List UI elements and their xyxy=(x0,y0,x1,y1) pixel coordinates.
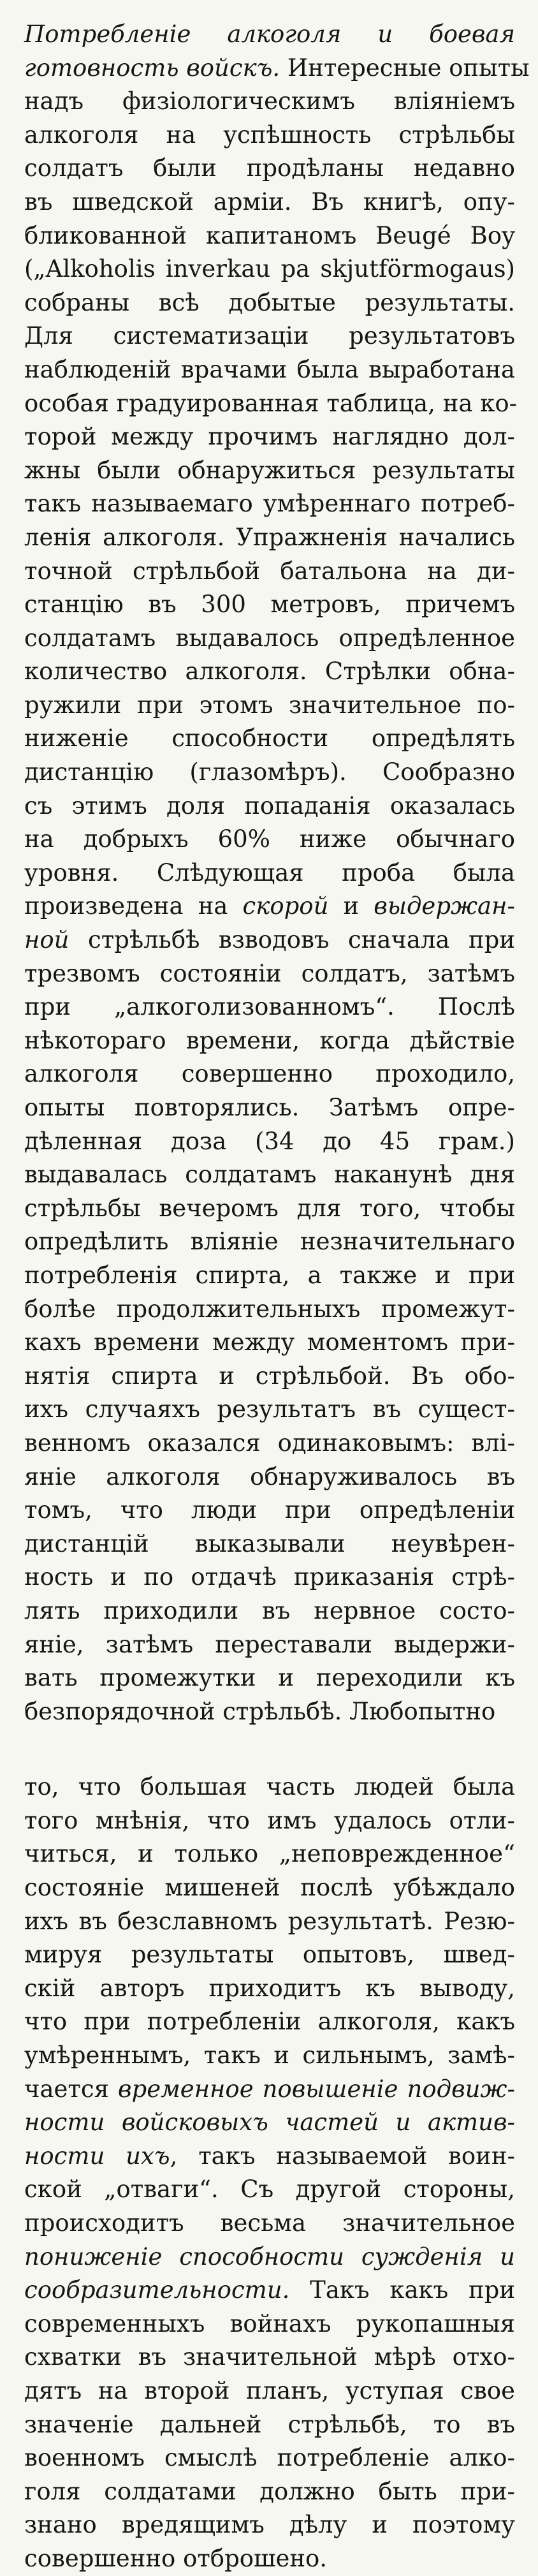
text-run: ленiя алкоголя. Упражненiя начались xyxy=(24,523,515,551)
text-line xyxy=(24,857,515,890)
italic-text: ности ихъ xyxy=(24,2142,170,2170)
text-run: солдатъ были продѣланы недавно xyxy=(24,154,515,182)
italic-text: ной xyxy=(24,926,69,954)
text-line xyxy=(24,1561,515,1594)
text-run: янiе алкоголя обнаруживалось въ xyxy=(24,1462,515,1490)
text-line xyxy=(24,52,530,85)
italic-text: Потребленiе алкоголя и боевая xyxy=(24,20,515,48)
text-line xyxy=(24,2441,515,2475)
text-line xyxy=(24,722,515,756)
text-line xyxy=(24,1057,515,1091)
text-run: венномъ оказался одинаковымъ: влi- xyxy=(24,1429,515,1457)
text-line xyxy=(24,353,515,387)
text-line xyxy=(24,1837,515,1871)
text-line xyxy=(24,1527,515,1561)
text-run: потребленiя спирта, а также и при xyxy=(24,1261,515,1289)
text-line xyxy=(24,521,515,555)
text-run: („Alkoholis inverkau pa skjutförmogaus) xyxy=(24,255,515,283)
text-run: томъ, что люди при опредѣленiи xyxy=(24,1496,515,1524)
text-line xyxy=(24,2039,515,2073)
text-line xyxy=(24,823,515,857)
text-line xyxy=(24,1695,515,1729)
text-line xyxy=(24,1905,515,1939)
text-line xyxy=(24,924,515,957)
text-run: совершенно отброшено. xyxy=(24,2544,328,2572)
text-run: нятiя спирта и стрѣльбой. Въ обо- xyxy=(24,1362,515,1390)
text-run: нѣкотораго времени, когда дѣйствiе xyxy=(24,1026,515,1054)
text-run: бликованной капитаномъ Beugé Boy xyxy=(24,221,515,249)
text-line xyxy=(24,2341,515,2374)
text-run: выдавалась солдатамъ наканунѣ дня xyxy=(24,1161,515,1189)
text-line xyxy=(24,1259,515,1293)
text-line xyxy=(24,454,515,488)
text-run: голя солдатами должно быть при- xyxy=(24,2477,515,2505)
text-line xyxy=(24,957,515,991)
text-line xyxy=(24,286,515,320)
text-run: современныхъ войнахъ рукопашныя xyxy=(24,2309,515,2337)
text-line xyxy=(24,18,515,52)
text-line xyxy=(24,2307,515,2341)
text-run: и xyxy=(328,892,374,920)
text-line xyxy=(24,1938,515,1972)
text-run: умѣреннымъ, такъ и сильнымъ, замѣ- xyxy=(24,2042,515,2070)
text-line xyxy=(24,622,515,656)
text-run: такъ называемаго умѣреннаго потреб- xyxy=(24,490,515,518)
text-run: болѣе продолжительныхъ промежут- xyxy=(24,1295,515,1323)
text-run: торой между прочимъ наглядно дол- xyxy=(24,423,515,451)
text-run: станцiю въ 300 метровъ, причемъ xyxy=(24,591,515,619)
text-line xyxy=(24,1628,515,1662)
text-run: точной стрѣльбой батальона на ди- xyxy=(24,557,515,585)
text-run: лять приходили въ нервное состо- xyxy=(24,1596,515,1624)
text-run: алкоголя совершенно проходило, xyxy=(24,1060,515,1088)
article xyxy=(24,18,530,2576)
article-paragraph-part-1 xyxy=(24,18,530,1728)
text-run: знано вредящимъ дѣлу и поэтому xyxy=(24,2511,515,2539)
text-line xyxy=(24,2140,515,2174)
text-run: особая градуированная таблица, на ко- xyxy=(24,389,518,417)
text-run: , такъ называемой воин- xyxy=(170,2142,515,2170)
text-line xyxy=(24,1125,515,1159)
text-line xyxy=(24,2207,515,2241)
text-run: мируя результаты опытовъ, швед- xyxy=(24,1941,515,1969)
italic-text: пониженiе способности сужденiя и xyxy=(24,2242,515,2271)
text-line xyxy=(24,320,515,353)
text-run: опыты повторялись. Затѣмъ опре- xyxy=(24,1094,515,1121)
text-run: значенiе дальней стрѣльбѣ, то въ xyxy=(24,2410,515,2438)
text-line xyxy=(24,2241,515,2274)
text-run: вать промежутки и переходили къ xyxy=(24,1664,515,1692)
text-run: Для систематизацiи результатовъ xyxy=(24,322,515,350)
text-run: происходитъ весьма значительное xyxy=(24,2209,515,2237)
text-line xyxy=(24,2073,515,2107)
text-run: скiй авторъ приходитъ къ выводу, xyxy=(24,1974,515,2002)
text-run: военномъ смыслѣ потребленiе алко- xyxy=(24,2444,515,2472)
article-paragraph-part-2 xyxy=(24,1770,515,2575)
text-run: состоянiе мишеней послѣ убѣждало xyxy=(24,1874,515,1902)
text-run: читься, и только „неповрежденное“ xyxy=(24,1840,515,1868)
text-line xyxy=(24,420,515,454)
italic-text: сообразительности. xyxy=(24,2276,290,2304)
italic-text: скорой xyxy=(242,892,329,920)
text-line xyxy=(24,387,518,421)
text-run: ность и по отдачѣ приказанiя стрѣ- xyxy=(24,1563,515,1591)
text-line xyxy=(24,756,515,790)
text-line xyxy=(24,1972,515,2006)
text-run: безпорядочной стрѣльбѣ. Любопытно xyxy=(24,1697,496,1725)
text-run: наблюденiй врачами была выработана xyxy=(24,355,515,383)
text-line xyxy=(24,2408,515,2442)
text-run: ской „отваги“. Съ другой стороны, xyxy=(24,2175,515,2204)
text-line xyxy=(24,1326,515,1360)
text-line xyxy=(24,1804,515,1838)
text-run: кахъ времени между моментомъ при- xyxy=(24,1328,515,1357)
text-run: жны были обнаружиться результаты xyxy=(24,456,515,484)
text-line xyxy=(24,1225,515,1259)
text-line xyxy=(24,152,515,186)
text-line xyxy=(24,1427,515,1461)
text-run: количество алкоголя. Стрѣлки обна- xyxy=(24,658,515,686)
text-run: ниженiе способности опредѣлять xyxy=(24,725,515,753)
text-run: трезвомъ состоянiи солдатъ, затѣмъ xyxy=(24,959,515,987)
text-line xyxy=(24,2274,515,2307)
text-run: Интересные опыты xyxy=(280,54,530,82)
text-run: стрѣльбѣ взводовъ сначала при xyxy=(69,926,515,954)
text-line xyxy=(24,1024,515,1058)
text-line xyxy=(24,2106,515,2140)
text-run: опредѣлить влiянiе незначительнаго xyxy=(24,1228,515,1256)
text-run: чается xyxy=(24,2075,118,2103)
text-run: солдатамъ выдавалось опредѣленное xyxy=(24,624,515,652)
text-line xyxy=(24,990,515,1024)
text-line xyxy=(24,1360,515,1394)
text-line xyxy=(24,1494,515,1527)
text-run: стрѣльбы вечеромъ для того, чтобы xyxy=(24,1194,515,1222)
text-run: при „алкоголизованномъ“. Послѣ xyxy=(24,993,515,1021)
text-run: въ шведской армiи. Въ книгѣ, опу- xyxy=(24,188,515,216)
text-run: янiе, затѣмъ переставали выдержи- xyxy=(24,1630,515,1658)
text-line xyxy=(24,1393,515,1427)
text-line xyxy=(24,1871,515,1905)
italic-text: выдержан- xyxy=(374,892,515,920)
text-line xyxy=(24,1192,515,1226)
text-run: ихъ случаяхъ результатъ въ сущест- xyxy=(24,1395,515,1424)
text-line xyxy=(24,253,515,286)
text-run: то, что большая часть людей была xyxy=(24,1773,515,1801)
text-run: уровня. Слѣдующая проба была xyxy=(24,858,515,887)
text-line xyxy=(24,1158,515,1192)
text-line xyxy=(24,219,515,253)
text-line xyxy=(24,689,515,723)
text-line xyxy=(24,119,515,152)
text-line xyxy=(24,1461,515,1494)
text-line xyxy=(24,1091,515,1125)
text-line xyxy=(24,85,515,119)
text-run: что при потребленiи алкоголя, какъ xyxy=(24,2008,515,2036)
text-run: произведена на xyxy=(24,892,243,920)
text-line xyxy=(24,1594,515,1628)
italic-text: готовность войскъ. xyxy=(24,54,280,82)
text-run: надъ физiологическимъ влiянiемъ xyxy=(24,87,515,115)
text-line xyxy=(24,588,515,622)
text-line xyxy=(24,555,515,589)
text-line xyxy=(24,487,515,521)
text-run: дятъ на второй планъ, уступая свое xyxy=(24,2376,515,2404)
text-line xyxy=(24,1661,515,1695)
text-run: дистанцiю (глазомѣръ). Сообразно xyxy=(24,758,515,786)
text-line xyxy=(24,890,515,924)
text-run: того мнѣнiя, что имъ удалось отли- xyxy=(24,1806,515,1834)
text-run: схватки въ значительной мѣрѣ отхо- xyxy=(24,2343,515,2371)
text-run: съ этимъ доля попаданiя оказалась xyxy=(24,791,515,820)
text-line xyxy=(24,1770,515,1804)
text-run: алкоголя на успѣшность стрѣльбы xyxy=(24,121,515,149)
text-line xyxy=(24,2475,515,2509)
text-line xyxy=(24,655,515,689)
text-run: собраны всѣ добытые результаты. xyxy=(24,288,515,316)
text-run: ружили при этомъ значительное по- xyxy=(24,691,515,719)
text-line xyxy=(24,2374,515,2408)
text-run: ихъ въ безславномъ результатѣ. Резю- xyxy=(24,1907,515,1935)
text-run: Такъ какъ при xyxy=(289,2276,515,2304)
italic-text: ности войсковыхъ частей и актив- xyxy=(24,2109,515,2137)
column-gap xyxy=(24,1728,515,1770)
text-line xyxy=(24,790,515,823)
text-run: на добрыхъ 60% ниже обычнаго xyxy=(24,825,515,853)
text-line xyxy=(24,2173,515,2207)
text-line xyxy=(24,2005,515,2039)
text-run: дистанцiй выказывали неувѣрен- xyxy=(24,1529,515,1557)
italic-text: временное повышенiе подвиж- xyxy=(118,2075,515,2103)
text-line xyxy=(24,2508,515,2542)
text-line xyxy=(24,2542,515,2576)
text-line xyxy=(24,1293,515,1327)
text-line xyxy=(24,186,515,219)
text-run: дѣленная доза (34 до 45 грам.) xyxy=(24,1127,515,1155)
